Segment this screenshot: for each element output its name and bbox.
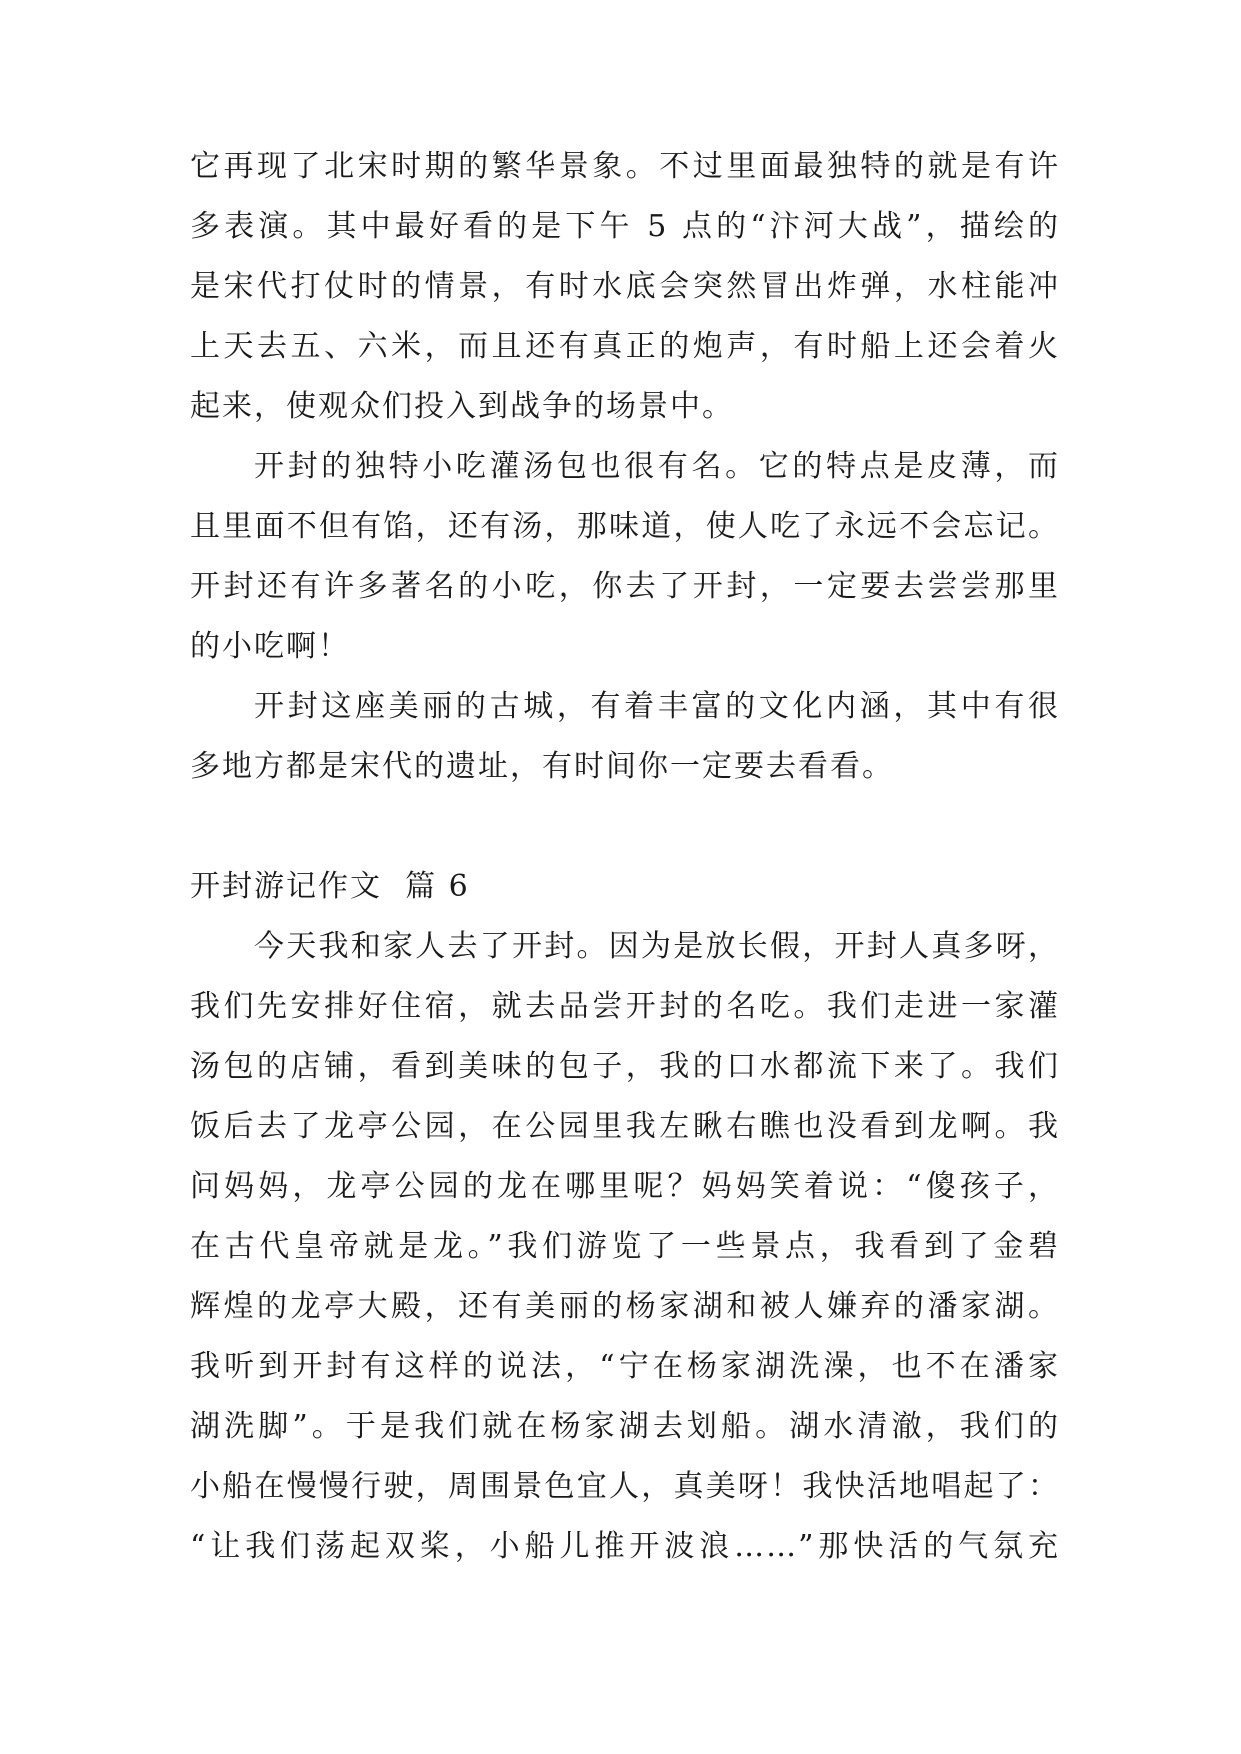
text-line: 且里面不但有馅，还有汤，那味道，使人吃了永远不会忘记。 xyxy=(190,509,1060,544)
text-line: 在古代皇帝就是龙。”我们游览了一些景点，我看到了金碧 xyxy=(190,1229,1060,1264)
document-body xyxy=(190,137,1060,1577)
text-line: 湖洗脚”。于是我们就在杨家湖去划船。湖水清澈，我们的 xyxy=(190,1409,1060,1444)
text-line: 饭后去了龙亭公园，在公园里我左瞅右瞧也没看到龙啊。我 xyxy=(190,1109,1060,1144)
text-line: 起来，使观众们投入到战争的场景中。 xyxy=(190,389,734,424)
section-spacer xyxy=(190,797,1060,857)
text-line: 开封这座美丽的古城，有着丰富的文化内涵，其中有很 xyxy=(254,689,1060,724)
text-line: 多地方都是宋代的遗址，有时间你一定要去看看。 xyxy=(190,749,894,784)
text-line: 它再现了北宋时期的繁华景象。不过里面最独特的就是有许 xyxy=(190,149,1060,184)
text-line: 开封的独特小吃灌汤包也很有名。它的特点是皮薄，而 xyxy=(254,449,1060,484)
section-title: 开封游记作文 篇 6 xyxy=(190,869,470,904)
text-line: 多表演。其中最好看的是下午 5 点的“汴河大战”，描绘的 xyxy=(190,209,1060,244)
paragraph-2 xyxy=(190,437,1060,677)
text-line: 是宋代打仗时的情景，有时水底会突然冒出炸弹，水柱能冲 xyxy=(190,269,1060,304)
paragraph-1 xyxy=(190,137,1060,437)
paragraph-3 xyxy=(190,677,1060,797)
text-line: 我听到开封有这样的说法，“宁在杨家湖洗澡，也不在潘家 xyxy=(190,1349,1060,1384)
text-line: 的小吃啊！ xyxy=(190,629,350,664)
text-line: 今天我和家人去了开封。因为是放长假，开封人真多呀， xyxy=(254,929,1060,964)
text-line: 上天去五、六米，而且还有真正的炮声，有时船上还会着火 xyxy=(190,329,1060,364)
text-line: 汤包的店铺，看到美味的包子，我的口水都流下来了。我们 xyxy=(190,1049,1060,1084)
text-line: “让我们荡起双桨，小船儿推开波浪……”那快活的气氛充 xyxy=(190,1529,1060,1564)
text-line: 开封还有许多著名的小吃，你去了开封，一定要去尝尝那里 xyxy=(190,569,1060,604)
text-line: 辉煌的龙亭大殿，还有美丽的杨家湖和被人嫌弃的潘家湖。 xyxy=(190,1289,1060,1324)
text-line: 小船在慢慢行驶，周围景色宜人，真美呀！我快活地唱起了： xyxy=(190,1469,1060,1504)
text-line: 问妈妈，龙亭公园的龙在哪里呢？妈妈笑着说：“傻孩子， xyxy=(190,1169,1060,1204)
text-line: 我们先安排好住宿，就去品尝开封的名吃。我们走进一家灌 xyxy=(190,989,1060,1024)
paragraph-4 xyxy=(190,917,1060,1577)
